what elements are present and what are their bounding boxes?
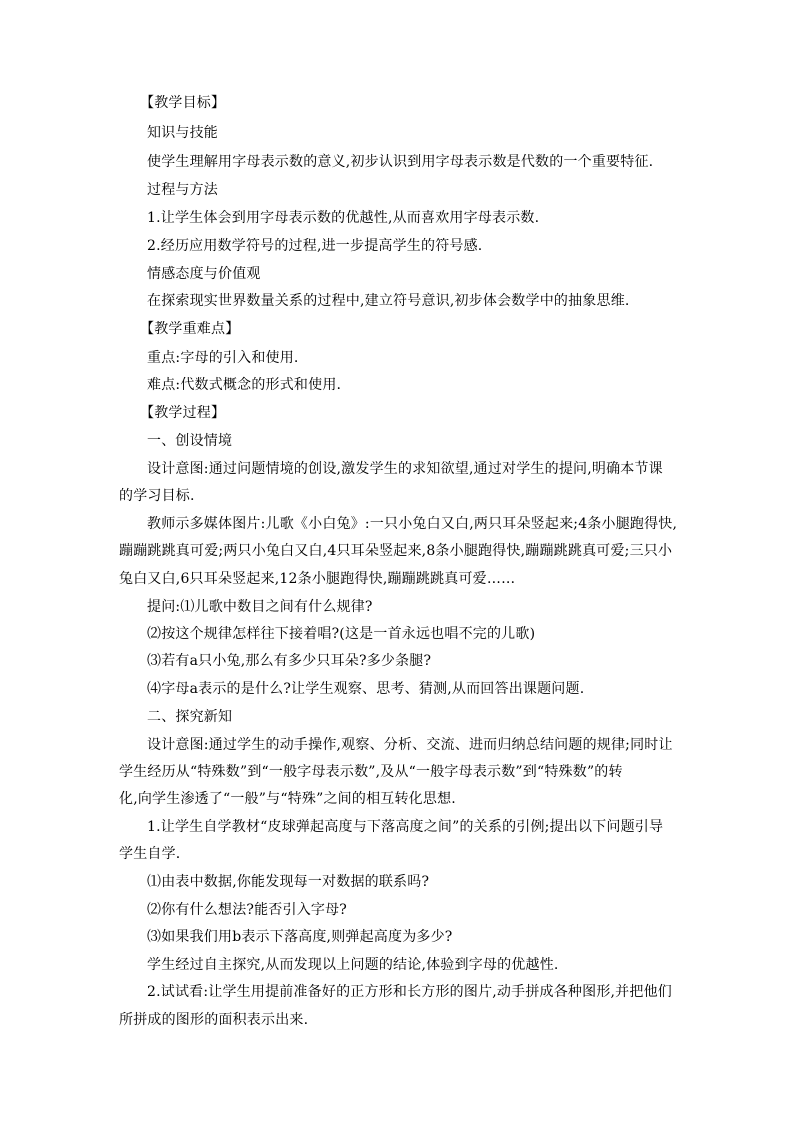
question-item: ⑶若有a只小兔,那么有多少只耳朵?多少条腿? [147,653,432,669]
paragraph: 学生经过自主探究,从而发现以上问题的结论,体验到字母的优越性. [147,957,559,973]
paragraph-continuation: 学生自学. [119,846,181,862]
list-item: 1.让学生自学教材“皮球弹起高度与下落高度之间”的关系的引例;提出以下问题引导 [147,819,664,835]
section-heading-teaching-goals: 【教学目标】 [140,95,226,111]
subheading-create-situation: 一、创设情境 [147,433,233,449]
question-item: ⑴由表中数据,你能发现每一对数据的联系吗? [147,874,430,890]
paragraph: 设计意图:通过学生的动手操作,观察、分析、交流、进而归纳总结问题的规律;同时让 [147,737,673,753]
question-item: ⑵你有什么想法?能否引入字母? [147,902,348,918]
subheading-process-method: 过程与方法 [147,182,218,198]
paragraph: 设计意图:通过问题情境的创设,激发学生的求知欲望,通过对学生的提问,明确本节课 [147,461,663,477]
section-heading-key-points: 【教学重难点】 [140,321,240,337]
subheading-knowledge-skills: 知识与技能 [147,125,218,141]
paragraph-continuation: 学生经历从“特殊数”到“一般字母表示数”,及从“一般字母表示数”到“特殊数”的转 [119,764,623,780]
paragraph: 使学生理解用字母表示数的意义,初步认识到用字母表示数是代数的一个重要特征. [147,154,654,170]
subheading-explore-new: 二、探究新知 [147,709,233,725]
list-item: 2.试试看:让学生用提前准备好的正方形和长方形的图片,动手拼成各种图形,并把他们 [147,984,672,1000]
question-item: ⑷字母a表示的是什么?让学生观察、思考、猜测,从而回答出课题问题. [147,681,585,697]
paragraph-continuation: 蹦蹦跳跳真可爱;两只小兔白又白,4只耳朵竖起来,8条小腿跑得快,蹦蹦跳跳真可爱;三只小 [119,543,673,559]
paragraph-continuation: 所拼成的图形的面积表示出来. [119,1012,309,1028]
paragraph: 重点:字母的引入和使用. [147,350,299,366]
paragraph: 教师示多媒体图片:儿歌《小白兔》:一只小兔白又白,两只耳朵竖起来;4条小腿跑得快, [147,516,678,532]
paragraph-continuation: 兔白又白,6只耳朵竖起来,12条小腿跑得快,蹦蹦跳跳真可爱…… [119,571,516,587]
question-item: ⑵按这个规律怎样往下接着唱?(这是一首永远也唱不完的儿歌) [147,626,536,642]
question-item: 提问:⑴儿歌中数目之间有什么规律? [147,599,373,615]
question-item: ⑶如果我们用b表示下落高度,则弹起高度为多少? [147,929,453,945]
paragraph: 在探索现实世界数量关系的过程中,建立符号意识,初步体会数学中的抽象思维. [147,293,630,309]
list-item: 1.让学生体会到用字母表示数的优越性,从而喜欢用字母表示数. [147,210,540,226]
paragraph: 难点:代数式概念的形式和使用. [147,377,342,393]
subheading-attitude-values: 情感态度与价值观 [147,266,261,282]
list-item: 2.经历应用数学符号的过程,进一步提高学生的符号感. [147,238,483,254]
paragraph-continuation: 化,向学生渗透了“一般”与“特殊”之间的相互转化思想. [119,791,456,807]
paragraph-continuation: 的学习目标. [119,488,195,504]
section-heading-teaching-process: 【教学过程】 [140,405,226,421]
